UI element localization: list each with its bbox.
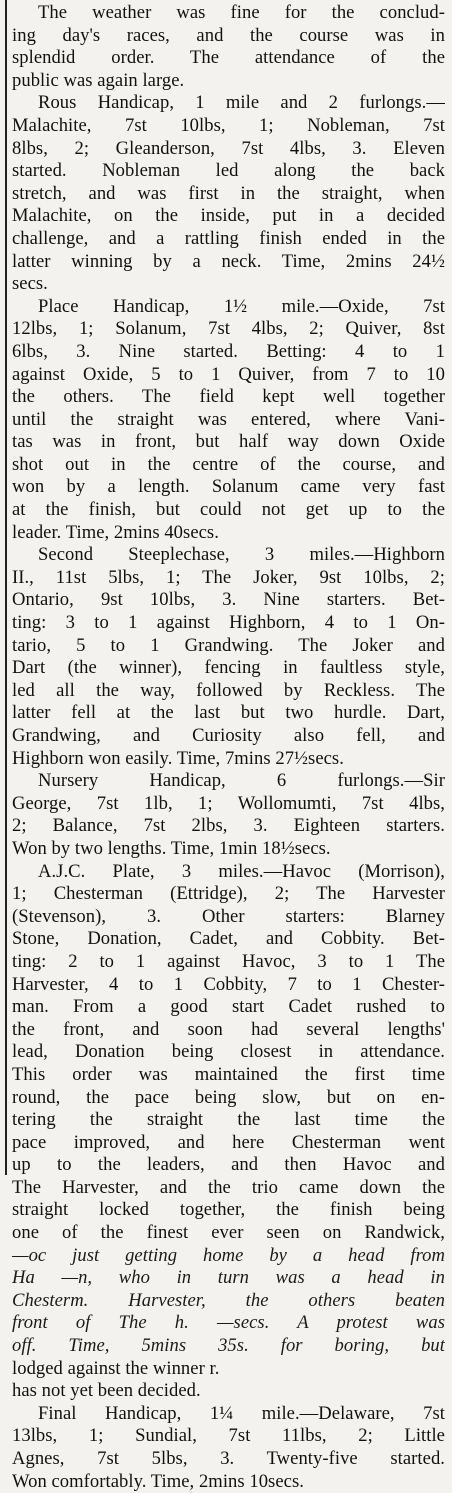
text-line: straight locked together, the finish being [12, 1199, 445, 1221]
text-line: shot out in the centre of the course, and [12, 453, 445, 475]
text-line: tering the straight the last time the [12, 1109, 445, 1131]
text-line: led all the way, followed by Reckless. The [12, 679, 445, 701]
text-line: Place Handicap, 1½ mile.—Oxide, 7st [38, 295, 445, 317]
text-line: Final Handicap, 1¼ mile.—Delaware, 7st [38, 1402, 445, 1424]
text-line: Won comfortably. Time, 2mins 10secs. [12, 1470, 304, 1492]
text-line: leader. Time, 2mins 40secs. [12, 521, 219, 543]
text-line: challenge, and a rattling finish ended in the [12, 227, 445, 249]
text-line: against Oxide, 5 to 1 Quiver, from 7 to 10 [12, 363, 445, 385]
text-line: started. Nobleman led along the back [12, 160, 445, 182]
text-line: Harvester, 4 to 1 Cobbity, 7 to 1 Chester- [12, 973, 445, 995]
text-line: splendid order. The attendance of the [12, 47, 445, 69]
text-line: lodged against the winner r. [12, 1357, 220, 1379]
text-line: stretch, and was first in the straight, when [12, 182, 445, 204]
text-line: Grandwing, and Curiosity also fell, and [12, 725, 445, 746]
text-line: Stone, Donation, Cadet, and Cobbity. Bet- [12, 928, 445, 950]
text-line: off. Time, 5mins 35s. for boring, but [12, 1335, 445, 1357]
text-line: Rous Handicap, 1 mile and 2 furlongs.— [38, 92, 445, 114]
text-line: man. From a good start Cadet rushed to [12, 996, 445, 1018]
text-line: until the straight was entered, where Vani- [12, 408, 445, 430]
text-line: —oc just getting home by a head from [12, 1244, 445, 1266]
text-line: front of The h. —secs. A protest was [12, 1312, 445, 1334]
text-line: the front, and soon had several lengths' [12, 1018, 445, 1040]
text-line: The Harvester, and the trio came down the [12, 1176, 445, 1198]
text-line: II., 11st 5lbs, 1; The Joker, 9st 10lbs, 2; [12, 566, 445, 588]
text-line: Ontario, 9st 10lbs, 3. Nine starters. Bet- [12, 589, 445, 611]
text-line: latter winning by a neck. Time, 2mins 24½ [12, 250, 445, 272]
text-line: up to the leaders, and then Havoc and [12, 1154, 445, 1176]
text-line: has not yet been decided. [12, 1380, 201, 1402]
text-line: Malachite, 7st 10lbs, 1; Nobleman, 7st [12, 114, 445, 136]
text-line: latter fell at the last but two hurdle. Dart, [12, 702, 445, 724]
text-line: A.J.C. Plate, 3 miles.—Havoc (Morrison), [38, 860, 445, 882]
text-line: The weather was fine for the conclud- [38, 2, 445, 23]
text-line: ing day's races, and the course was in [12, 24, 445, 46]
text-line: 13lbs, 1; Sundial, 7st 11lbs, 2; Little [12, 1425, 445, 1447]
text-line: lead, Donation being closest in attendance. [12, 1041, 445, 1063]
text-line: the others. The field kept well together [12, 386, 445, 408]
text-line: 12lbs, 1; Solanum, 7st 4lbs, 2; Quiver, 8st [12, 318, 445, 340]
text-line: round, the pace being slow, but on en- [12, 1086, 445, 1108]
text-line: secs. [12, 273, 48, 295]
text-line: one of the finest ever seen on Randwick, [12, 1222, 445, 1244]
text-line: public was again large. [12, 69, 185, 91]
text-line: ting: 2 to 1 against Havoc, 3 to 1 The [12, 950, 445, 972]
text-line: ting: 3 to 1 against Highborn, 4 to 1 On- [12, 612, 445, 634]
text-line: Chesterm. Harvester, the others beaten [12, 1289, 445, 1311]
text-line: Won by two lengths. Time, 1min 18½secs. [12, 837, 331, 859]
text-line: pace improved, and here Chesterman went [12, 1131, 445, 1153]
text-line: Malachite, on the inside, put in a decided [12, 205, 445, 227]
column-rule [5, 0, 7, 1175]
newspaper-column [12, 2, 445, 1493]
text-line: Nursery Handicap, 6 furlongs.—Sir [38, 770, 445, 792]
text-line: (Stevenson), 3. Other starters: Blarney [12, 905, 445, 927]
text-line: Highborn won easily. Time, 7mins 27½secs. [12, 747, 344, 769]
text-line: 8lbs, 2; Gleanderson, 7st 4lbs, 3. Eleven [12, 137, 445, 159]
text-line: Agnes, 7st 5lbs, 3. Twenty-five started. [12, 1448, 445, 1469]
text-line: Ha —n, who in turn was a head in [12, 1267, 445, 1289]
text-line: 6lbs, 3. Nine started. Betting: 4 to 1 [12, 340, 445, 362]
text-line: at the finish, but could not get up to the [12, 499, 445, 521]
text-line: Second Steeplechase, 3 miles.—Highborn [38, 544, 445, 566]
text-line: 2; Balance, 7st 2lbs, 3. Eighteen starters. [12, 815, 445, 837]
text-line: tas was in front, but half way down Oxide [12, 431, 445, 453]
text-line: won by a length. Solanum came very fast [12, 476, 445, 498]
text-line: This order was maintained the first time [12, 1063, 445, 1085]
text-line: 1; Chesterman (Ettridge), 2; The Harvester [12, 883, 445, 905]
text-line: George, 7st 1lb, 1; Wollomumti, 7st 4lbs, [12, 792, 445, 814]
text-line: tario, 5 to 1 Grandwing. The Joker and [12, 634, 445, 656]
text-line: Dart (the winner), fencing in faultless style, [12, 657, 445, 679]
